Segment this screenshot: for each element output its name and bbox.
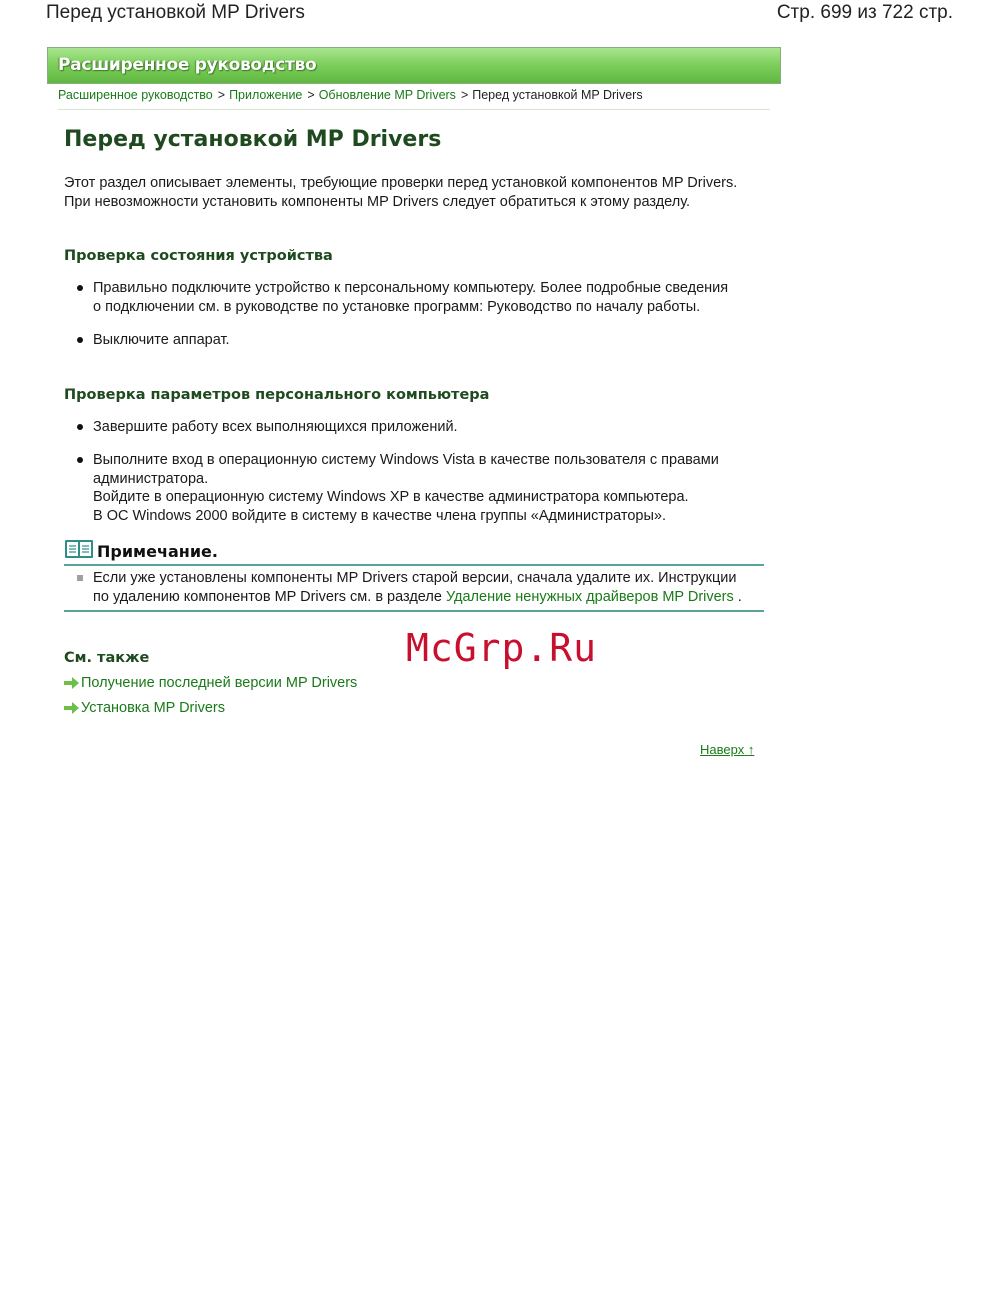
list-item-line: администратора. (93, 470, 209, 487)
list-item-line: Выключите аппарат. (93, 332, 230, 348)
watermark: McGrp.Ru (406, 626, 598, 670)
intro-line: Этот раздел описывает элементы, требующие проверки перед установкой компонентов MP Drivers. (64, 175, 738, 191)
list-item (93, 451, 753, 525)
banner-title: Расширенное руководство (58, 55, 317, 75)
print-header-title: Перед установкой MP Drivers (46, 2, 305, 23)
print-header (0, 0, 1000, 30)
section-heading-device: Проверка состояния устройства (64, 248, 333, 264)
breadcrumb-current: Перед установкой MP Drivers (472, 88, 643, 102)
see-also-item (64, 675, 357, 691)
list-item-line: Правильно подключите устройство к персональному компьютеру. Более подробные сведения (93, 280, 729, 296)
note-text (93, 569, 763, 606)
breadcrumb-link-advanced-guide[interactable]: Расширенное руководство (58, 88, 213, 102)
list-item-line: Выполните вход в операционную систему Windows Vista в качестве пользователя с правами (93, 452, 719, 468)
see-also-item (64, 700, 225, 716)
section-heading-computer: Проверка параметров персонального компьютера (64, 387, 490, 403)
list-item-line: о подключении см. в руководстве по установке программ: Руководство по началу работы. (93, 298, 701, 315)
breadcrumb-separator: > (460, 88, 469, 102)
bullet-icon (77, 337, 83, 343)
square-bullet-icon (77, 575, 83, 581)
manual-banner (47, 47, 781, 84)
back-to-top-label: Наверх (700, 742, 745, 757)
page-counter: Стр. 699 из 722 стр. (776, 2, 953, 23)
bullet-icon (77, 285, 83, 291)
breadcrumb-link-appendix[interactable]: Приложение (229, 88, 303, 102)
bullet-icon (77, 457, 83, 463)
green-arrow-icon (64, 702, 79, 714)
open-book-icon (64, 538, 94, 560)
breadcrumb-separator: > (307, 88, 315, 102)
arrow-up-icon: ↑ (747, 742, 755, 757)
bullet-icon (77, 424, 83, 430)
green-arrow-icon (64, 677, 79, 689)
note-line: Если уже установлены компоненты MP Drivers старой версии, сначала удалите их. Инструкции (93, 570, 737, 586)
breadcrumb (58, 88, 770, 110)
remove-drivers-link[interactable]: Удаление ненужных драйверов MP Drivers (445, 588, 734, 605)
note-line (93, 588, 763, 607)
note-title: Примечание. (97, 542, 218, 561)
list-item-line: Завершите работу всех выполняющихся приложений. (93, 419, 458, 435)
list-item (93, 331, 753, 350)
breadcrumb-link-update-drivers[interactable]: Обновление MP Drivers (318, 88, 456, 102)
see-also-heading: См. также (64, 650, 150, 666)
intro-line: При невозможности установить компоненты MP Drivers следует обратиться к этому разделу. (64, 193, 691, 210)
note-line-prefix: по удалению компонентов MP Drivers см. в разделе (93, 588, 442, 605)
note-header (64, 538, 764, 566)
breadcrumb-separator: > (217, 88, 226, 102)
back-to-top-link[interactable] (700, 742, 754, 757)
list-item (93, 279, 753, 316)
list-item-line: Войдите в операционную систему Windows XP в качестве администратора компьютера. (93, 489, 689, 505)
see-also-link-install[interactable]: Установка MP Drivers (81, 700, 225, 716)
note-body (64, 566, 764, 612)
page-title: Перед установкой MP Drivers (64, 127, 442, 152)
list-item (93, 418, 753, 437)
note-line-suffix: . (737, 588, 742, 605)
intro-paragraph (64, 174, 774, 211)
see-also-link-latest-version[interactable]: Получение последней версии MP Drivers (81, 675, 358, 691)
list-item-line: В ОС Windows 2000 войдите в систему в качестве члена группы «Администраторы». (93, 507, 666, 524)
